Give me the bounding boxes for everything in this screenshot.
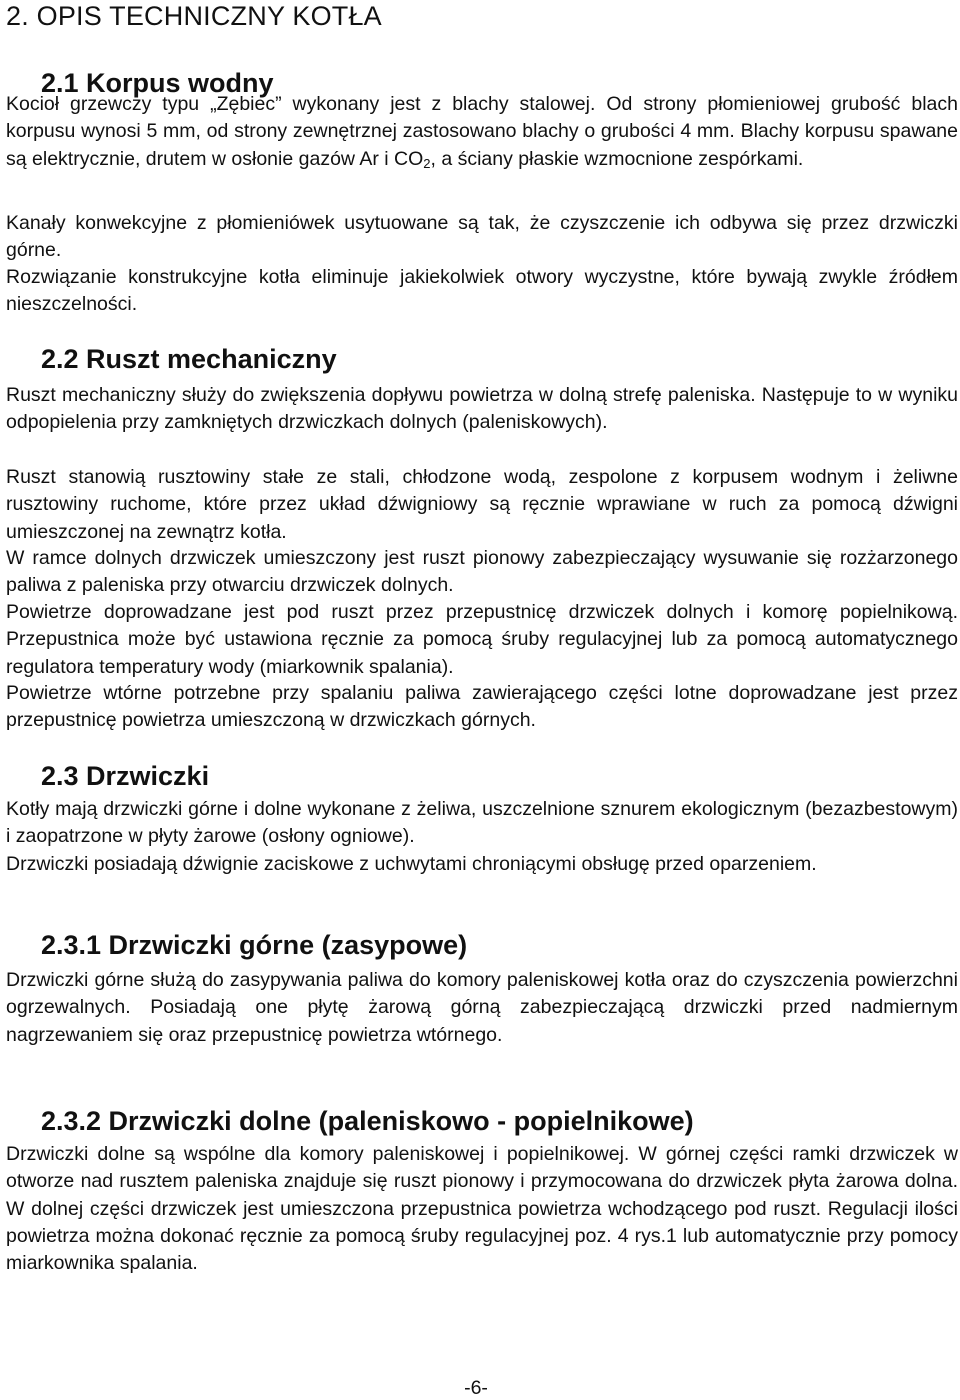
section-heading-2-3: 2.3 Drzwiczki: [41, 761, 210, 791]
section-heading-2-2: 2.2 Ruszt mechaniczny: [41, 344, 337, 374]
section-heading-2-3-2: 2.3.2 Drzwiczki dolne (paleniskowo - popielnikowe): [41, 1106, 694, 1136]
paragraph: Ruszt stanowią rusztowiny stałe ze stali, chłodzone wodą, zespolone z korpusem wodnym i żeliwne rusztowiny ruchome, które przez układ dźwigniowy są ręcznie wprawiane w ruch za pomocą dźwigni umieszczonej na zewnątrz kotła.: [6, 466, 958, 543]
page-number: -6-: [464, 1377, 488, 1399]
paragraph: Ruszt mechaniczny służy do zwiększenia dopływu powietrza w dolną strefę paleniska. Następuje to w wyniku odpopielenia przy zamkniętych drzwiczkach dolnych (paleniskowych).: [6, 384, 958, 434]
paragraph: Kotły mają drzwiczki górne i dolne wykonane z żeliwa, uszczelnione sznurem ekologicznym (bezazbestowym) i zaopatrzone w płyty żarowe (osłony ogniowe).: [6, 798, 958, 848]
section-heading-2-1: 2.1 Korpus wodny: [41, 68, 274, 98]
paragraph: Kanały konwekcyjne z płomieniówek usytuowane są tak, że czyszczenie ich odbywa się przez drzwiczki górne.: [6, 212, 958, 262]
paragraph: Rozwiązanie konstrukcyjne kotła eliminuje jakiekolwiek otwory wyczystne, które bywają zwykle źródłem nieszczelności.: [6, 266, 958, 316]
paragraph: Powietrze wtórne potrzebne przy spalaniu paliwa zawierającego części lotne doprowadzane jest przez przepustnicę powietrza umieszczoną w drzwiczkach górnych.: [6, 682, 958, 732]
subscript: 2: [423, 155, 431, 171]
paragraph: Drzwiczki górne służą do zasypywania paliwa do komory paleniskowej kotła oraz do czyszczenia powierzchni ogrzewalnych. Posiadają one płytę żarową górną zabezpieczającą drzwiczki przed nadmiernym nagrzewaniem się oraz przepustnicę powietrza wtórnego.: [6, 969, 958, 1046]
chapter-heading: 2. OPIS TECHNICZNY KOTŁA: [6, 1, 382, 31]
section-heading-2-3-1: 2.3.1 Drzwiczki górne (zasypowe): [41, 930, 468, 960]
paragraph: [6, 91, 958, 173]
paragraph: Powietrze doprowadzane jest pod ruszt przez przepustnicę drzwiczek dolnych i komorę popielnikową. Przepustnica może być ustawiona ręcznie za pomocą śruby regulacyjnej lub za pomocą automatycznego regulatora temperatury wody (miarkownik spalania).: [6, 601, 958, 678]
paragraph: Drzwiczki dolne są wspólne dla komory paleniskowej i popielnikowej. W górnej części ramki drzwiczek w otworze nad rusztem paleniska znajduje się ruszt pionowy i przymocowana do drzwiczek płyta żarowa dolna. W dolnej części drzwiczek jest umieszczona przepustnica powietrza wchodzącego pod ruszt. Regulacji ilości powietrza można dokonać ręcznie za pomocą śruby regulacyjnej poz. 4 rys.1 lub automatycznie przy pomocy miarkownika spalania.: [6, 1143, 958, 1275]
paragraph-text: , a ściany płaskie wzmocnione zespórkami.: [430, 147, 804, 170]
paragraph: W ramce dolnych drzwiczek umieszczony jest ruszt pionowy zabezpieczający wysuwanie się rozżarzonego paliwa z paleniska przy otwarciu drzwiczek dolnych.: [6, 547, 958, 597]
paragraph-text: Kocioł grzewczy typu „Zębiec” wykonany jest z blachy stalowej. Od strony płomieniowej grubość blach korpusu wynosi 5 mm, od strony zewnętrznej zastosowano blachy o grubości 4 mm. Blachy korpusu spawane są elektrycznie, drutem w osłonie gazów Ar i CO: [6, 93, 958, 170]
paragraph: Drzwiczki posiadają dźwignie zaciskowe z uchwytami chroniącymi obsługę przed oparzeniem.: [6, 853, 817, 875]
